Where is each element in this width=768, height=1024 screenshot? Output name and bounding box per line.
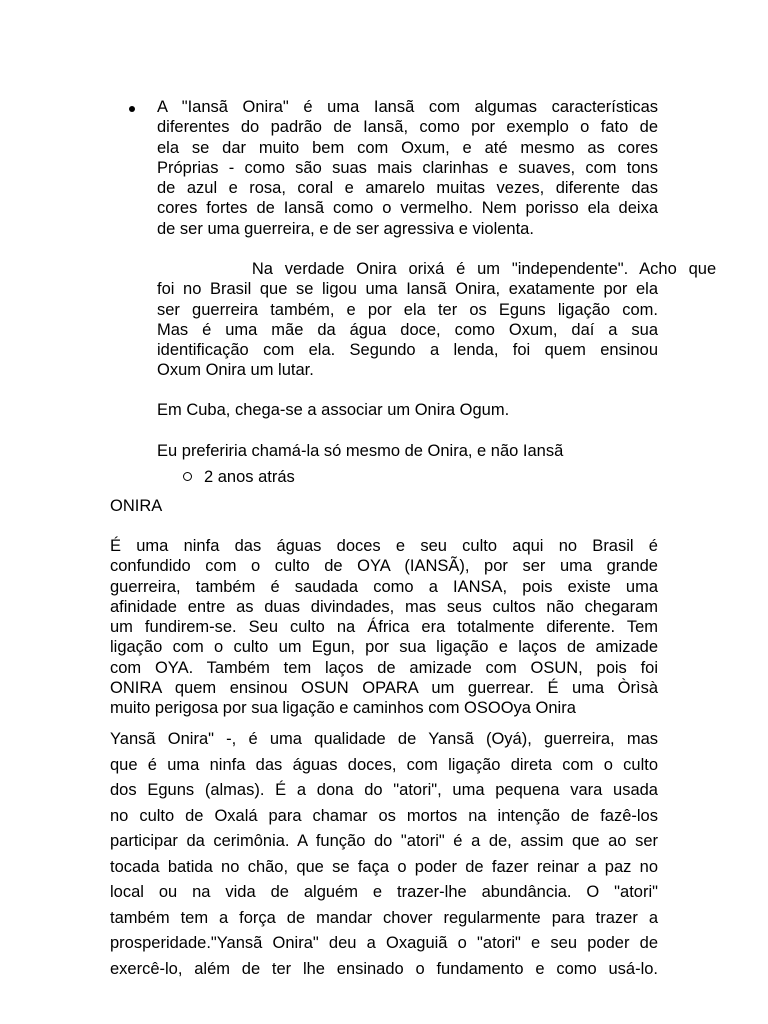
- text-line: diferentes do padrão de Iansã, como por exemplo o fato de: [157, 118, 658, 137]
- text-line: no culto de Oxalá para chamar os mortos na intenção de fazê-los: [110, 806, 658, 825]
- text-line: muito perigosa por sua ligação e caminhos com OSOOya Onira: [110, 699, 576, 718]
- text-line: confundido com o culto de OYA (IANSÃ), por ser uma grande: [110, 557, 658, 576]
- text-line: A "Iansã Onira" é uma Iansã com algumas características: [157, 98, 658, 116]
- text-line: Próprias - como são suas mais clarinhas e suaves, com tons: [157, 158, 658, 177]
- text-line: ela se dar muito bem com Oxum, e até mesmo as cores: [157, 138, 658, 157]
- paragraph-ninfa: [110, 536, 658, 719]
- text-line: É uma ninfa das águas doces e seu culto aqui no Brasil é: [110, 537, 658, 555]
- text-line: dos Eguns (almas). É a dona do "atori", uma pequena vara usada: [110, 781, 658, 799]
- text-line: Oxum Onira um lutar.: [157, 361, 314, 380]
- section-heading: ONIRA: [110, 497, 163, 515]
- text-line: identificação com ela. Segundo a lenda, foi quem ensinou: [157, 341, 658, 360]
- text-line: de ser uma guerreira, e de ser agressiva e violenta.: [157, 219, 534, 238]
- text-line: um fundirem-se. Seu culto na África era totalmente diferente. Tem: [110, 618, 658, 637]
- text-line: Mas é uma mãe da água doce, como Oxum, daí a sua: [157, 320, 658, 339]
- text-line: Na verdade Onira orixá é um "independente". Acho que: [157, 260, 717, 278]
- paragraph-independente: [157, 259, 717, 381]
- bullet-dot-icon: [129, 106, 135, 112]
- paragraph-cuba: Em Cuba, chega-se a associar um Onira Ogum.: [157, 401, 510, 419]
- text-line: ligação com o culto um Egun, por sua ligação e laços de amizade: [110, 638, 658, 657]
- text-line: local ou na vida de alguém e trazer-lhe abundância. O "atori": [110, 883, 658, 901]
- text-line: de azul e rosa, coral e amarelo muitas vezes, diferente das: [157, 179, 658, 198]
- text-line: Yansã Onira" -, é uma qualidade de Yansã (Oyá), guerreira, mas: [110, 730, 658, 748]
- text-line: prosperidade."Yansã Onira" deu a Oxaguiã o "atori" e seu poder de: [110, 934, 658, 952]
- paragraph-preferiria: Eu preferiria chamá-la só mesmo de Onira, e não Iansã: [157, 442, 564, 460]
- timestamp-label: 2 anos atrás: [204, 468, 295, 486]
- circle-bullet-icon: [183, 472, 192, 481]
- text-line: com OYA. Também tem laços de amizade com OSUN, pois foi: [110, 658, 658, 677]
- text-line: ser guerreira também, e por ela ter os Eguns ligação com.: [157, 300, 658, 319]
- text-line: tocada batida no chão, que se faça o poder de fazer reinar a paz no: [110, 857, 658, 876]
- text-line: participar da cerimônia. A função do "atori" é a de, assim que ao ser: [110, 832, 658, 850]
- text-line: foi no Brasil que se ligou uma Iansã Onira, exatamente por ela: [157, 280, 658, 299]
- bullet-paragraph: [157, 97, 658, 239]
- text-line: cores fortes de Iansã como o vermelho. Nem porisso ela deixa: [157, 199, 658, 218]
- text-line: afinidade entre as duas divindades, mas seus cultos não chegaram: [110, 597, 658, 616]
- paragraph-yansa-onira: [110, 727, 658, 982]
- text-line: que é uma ninfa das águas doces, com ligação direta com o culto: [110, 755, 658, 774]
- text-line: exercê-lo, além de ter lhe ensinado o fundamento e como usá-lo.: [110, 959, 658, 978]
- text-line: ONIRA quem ensinou OSUN OPARA um guerrear. É uma Òrìsà: [110, 679, 658, 698]
- text-line: também tem a força de mandar chover regularmente para trazer a: [110, 908, 658, 927]
- text-line: guerreira, também é saudada como a IANSA, pois existe uma: [110, 577, 658, 596]
